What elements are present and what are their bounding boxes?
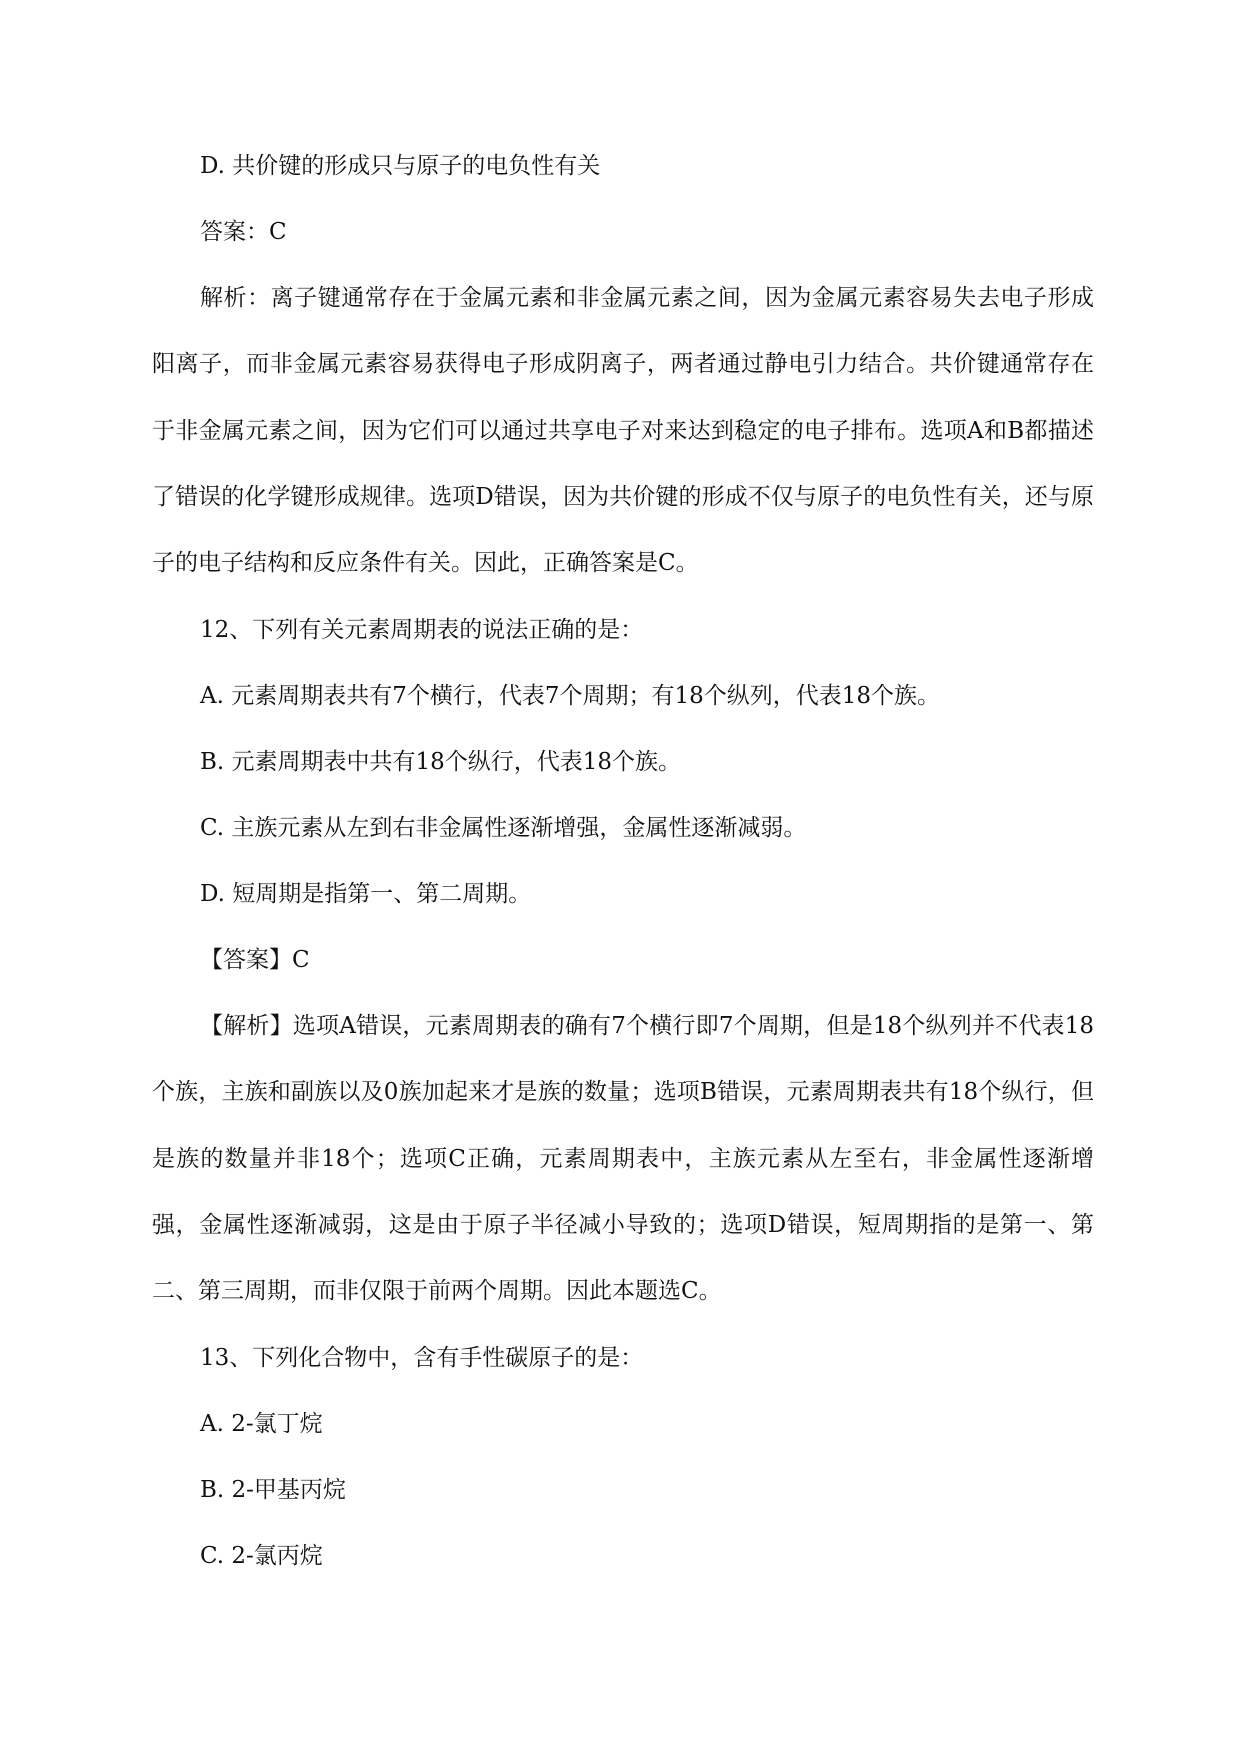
- q11-option-d: D. 共价键的形成只与原子的电负性有关: [200, 153, 601, 179]
- q11-analysis: 解析：离子键通常存在于金属元素和非金属元素之间，因为金属元素容易失去电子形成阳离子，而非金属元素容易获得电子形成阴离子，两者通过静电引力结合。共价键通常存在于非金属元素之间，因为它们可以通过共享电子对来达到稳定的电子排布。选项A和B都描述了错误的化学键形成规律。选项D错误，因为共价键的形成不仅与原子的电负性有关，还与原子的电子结构和反应条件有关。因此，正确答案是C。: [152, 285, 1094, 577]
- q13-option-c: C. 2-氯丙烷: [200, 1543, 323, 1569]
- q13-option-b: B. 2-甲基丙烷: [200, 1477, 346, 1503]
- q13-stem: 13、下列化合物中，含有手性碳原子的是：: [200, 1345, 644, 1371]
- q12-analysis: 【解析】选项A错误，元素周期表的确有7个横行即7个周期，但是18个纵列并不代表18个族，主族和副族以及0族加起来才是族的数量；选项B错误，元素周期表共有18个纵行，但是族的数量并非18个；选项C正确，元素周期表中，主族元素从左至右，非金属性逐渐增强，金属性逐渐减弱，这是由于原子半径减小导致的；选项D错误，短周期指的是第一、第二、第三周期，而非仅限于前两个周期。因此本题选C。: [152, 1013, 1094, 1305]
- q12-option-b: B. 元素周期表中共有18个纵行，代表18个族。: [200, 749, 682, 775]
- q12-answer: 【答案】C: [200, 947, 310, 973]
- q12-stem: 12、下列有关元素周期表的说法正确的是：: [200, 617, 644, 643]
- q12-option-a: A. 元素周期表共有7个横行，代表7个周期；有18个纵列，代表18个族。: [200, 683, 941, 709]
- q12-option-d: D. 短周期是指第一、第二周期。: [200, 881, 532, 907]
- q13-option-a: A. 2-氯丁烷: [200, 1411, 323, 1437]
- q11-answer: 答案：C: [200, 219, 287, 245]
- q12-option-c: C. 主族元素从左到右非金属性逐渐增强，金属性逐渐减弱。: [200, 815, 807, 841]
